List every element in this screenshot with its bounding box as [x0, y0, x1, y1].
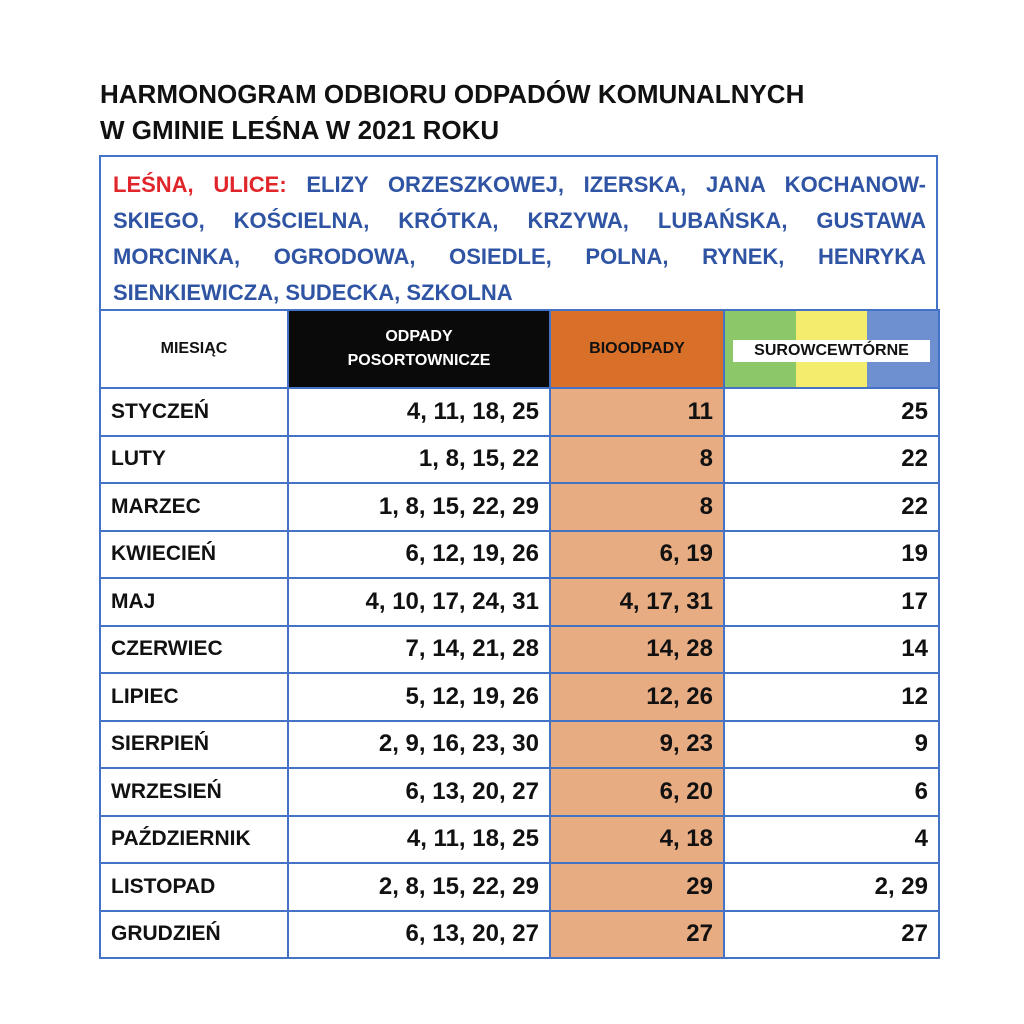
cell-month: GRUDZIEŃ: [100, 911, 288, 959]
cell-mixed-waste: 4, 10, 17, 24, 31: [288, 578, 550, 626]
cell-mixed-waste: 1, 8, 15, 22: [288, 436, 550, 484]
location-box: [99, 155, 938, 309]
cell-month: WRZESIEŃ: [100, 768, 288, 816]
table-row: [100, 911, 939, 959]
cell-mixed-waste: 6, 13, 20, 27: [288, 768, 550, 816]
cell-recyclables: 14: [724, 626, 939, 674]
header-mixed-line-1: ODPADY: [385, 328, 453, 345]
cell-month: LUTY: [100, 436, 288, 484]
cell-recyclables: 27: [724, 911, 939, 959]
table-row: [100, 626, 939, 674]
header-recyclables: [724, 310, 939, 388]
cell-mixed-waste: 6, 13, 20, 27: [288, 911, 550, 959]
cell-biowaste: 6, 20: [550, 768, 724, 816]
header-mixed-waste: [288, 310, 550, 388]
table-row: [100, 768, 939, 816]
cell-recyclables: 19: [724, 531, 939, 579]
schedule-rows: [100, 388, 939, 958]
cell-recyclables: 17: [724, 578, 939, 626]
header-row: [100, 310, 939, 388]
cell-recyclables: 9: [724, 721, 939, 769]
cell-recyclables: 25: [724, 388, 939, 436]
cell-biowaste: 11: [550, 388, 724, 436]
header-recyclables-label: SUROWCEWTÓRNE: [733, 340, 930, 362]
cell-recyclables: 2, 29: [724, 863, 939, 911]
cell-recyclables: 22: [724, 436, 939, 484]
cell-biowaste: 8: [550, 483, 724, 531]
cell-biowaste: 12, 26: [550, 673, 724, 721]
table-row: [100, 721, 939, 769]
table-row: [100, 673, 939, 721]
cell-month: MAJ: [100, 578, 288, 626]
cell-month: SIERPIEŃ: [100, 721, 288, 769]
location-label: LEŚNA, ULICE:: [113, 172, 287, 197]
cell-mixed-waste: 4, 11, 18, 25: [288, 816, 550, 864]
cell-mixed-waste: 5, 12, 19, 26: [288, 673, 550, 721]
cell-biowaste: 14, 28: [550, 626, 724, 674]
street-list: ELIZY ORZESZKOWEJ, IZERSKA, JANA KOCHANOW-SKIEGO, KOŚCIELNA, KRÓTKA, KRZYWA, LUBAŃSKA, GUSTAWA MORCINKA, OGRODOWA, OSIEDLE, POLNA, RYNEK, HENRYKA SIENKIEWICZA, SUDECKA, SZKOLNA: [113, 172, 926, 305]
table-row: [100, 483, 939, 531]
cell-month: KWIECIEŃ: [100, 531, 288, 579]
cell-recyclables: 12: [724, 673, 939, 721]
table-row: [100, 578, 939, 626]
cell-biowaste: 29: [550, 863, 724, 911]
cell-mixed-waste: 7, 14, 21, 28: [288, 626, 550, 674]
cell-recyclables: 22: [724, 483, 939, 531]
cell-biowaste: 8: [550, 436, 724, 484]
title-line-1: HARMONOGRAM ODBIORU ODPADÓW KOMUNALNYCH: [100, 79, 805, 109]
cell-mixed-waste: 2, 8, 15, 22, 29: [288, 863, 550, 911]
header-biowaste: BIOODPADY: [550, 310, 724, 388]
table-row: [100, 863, 939, 911]
cell-mixed-waste: 6, 12, 19, 26: [288, 531, 550, 579]
document-title: [100, 76, 940, 148]
cell-biowaste: 4, 17, 31: [550, 578, 724, 626]
cell-month: LISTOPAD: [100, 863, 288, 911]
cell-recyclables: 4: [724, 816, 939, 864]
cell-biowaste: 4, 18: [550, 816, 724, 864]
cell-mixed-waste: 2, 9, 16, 23, 30: [288, 721, 550, 769]
cell-mixed-waste: 1, 8, 15, 22, 29: [288, 483, 550, 531]
table-row: [100, 531, 939, 579]
cell-mixed-waste: 4, 11, 18, 25: [288, 388, 550, 436]
header-mixed-line-2: POSORTOWNICZE: [347, 352, 491, 369]
cell-biowaste: 27: [550, 911, 724, 959]
schedule-table: [99, 309, 940, 959]
cell-month: CZERWIEC: [100, 626, 288, 674]
title-line-2: W GMINIE LEŚNA W 2021 ROKU: [100, 115, 500, 145]
cell-month: LIPIEC: [100, 673, 288, 721]
cell-month: STYCZEŃ: [100, 388, 288, 436]
header-month: MIESIĄC: [100, 310, 288, 388]
table-row: [100, 816, 939, 864]
table-row: [100, 436, 939, 484]
cell-biowaste: 9, 23: [550, 721, 724, 769]
cell-recyclables: 6: [724, 768, 939, 816]
cell-month: PAŹDZIERNIK: [100, 816, 288, 864]
table-row: [100, 388, 939, 436]
cell-biowaste: 6, 19: [550, 531, 724, 579]
cell-month: MARZEC: [100, 483, 288, 531]
